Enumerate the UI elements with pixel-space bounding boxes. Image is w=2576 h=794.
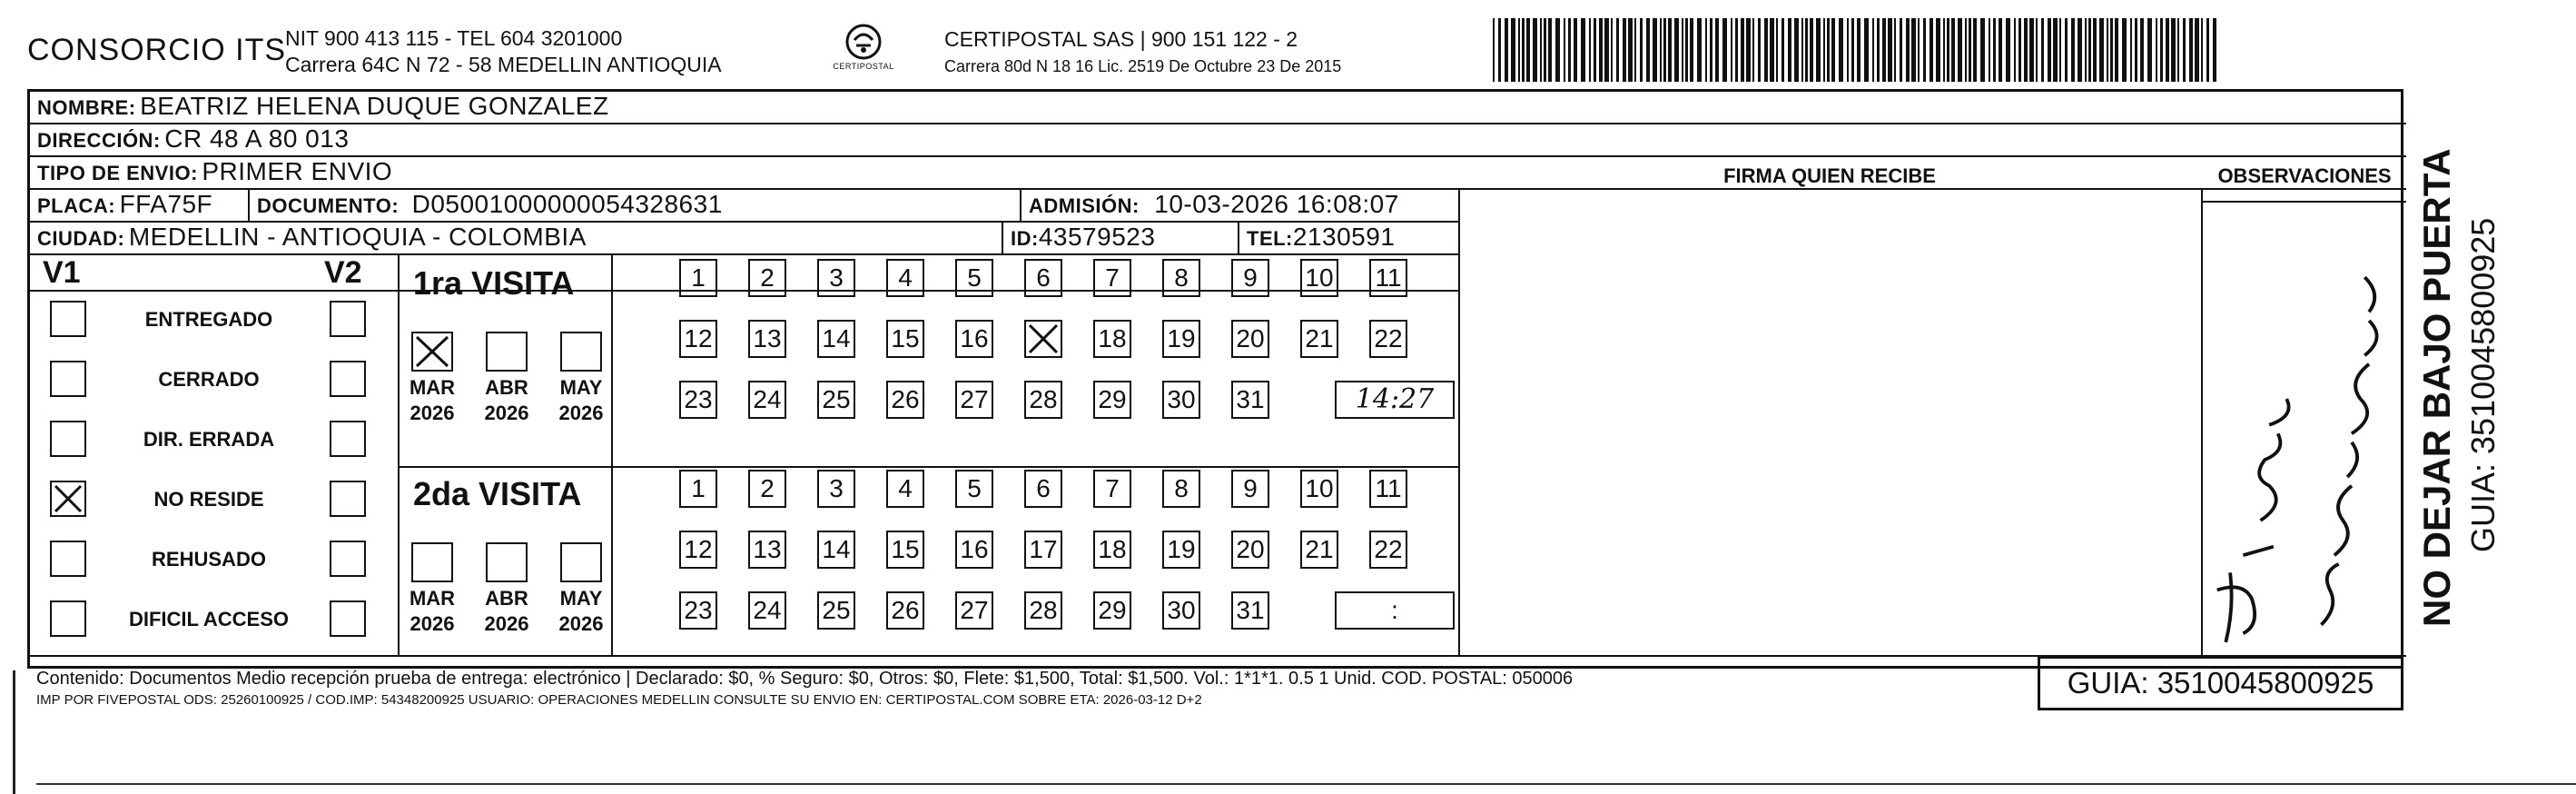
barcode-bar xyxy=(2130,18,2132,82)
barcode-bar xyxy=(1831,18,1835,82)
barcode-bar xyxy=(1847,18,1849,82)
barcode-bar xyxy=(2160,18,2163,82)
ciudad-label: CIUDAD: xyxy=(37,227,125,250)
first-day-box[interactable]: 12 xyxy=(679,320,717,358)
guia-vertical: GUIA: 3510045800925 xyxy=(2464,217,2502,552)
second-day-box[interactable]: 12 xyxy=(679,531,717,569)
first-day-box[interactable]: 7 xyxy=(1093,259,1131,297)
certipostal-logo xyxy=(826,22,901,78)
tipo-envio-value: PRIMER ENVIO xyxy=(202,157,393,185)
first-day-box[interactable]: 30 xyxy=(1162,381,1200,419)
barcode-bar xyxy=(2078,18,2082,82)
barcode-bar xyxy=(1616,18,1619,82)
barcode-bar xyxy=(1770,18,1774,82)
barcode-bar xyxy=(2048,18,2051,82)
first-day-box[interactable]: 1 xyxy=(679,259,717,297)
v2-checkbox[interactable] xyxy=(330,301,366,337)
first-month-checkbox[interactable] xyxy=(486,332,528,372)
documento-field xyxy=(257,190,723,219)
v1-checkbox[interactable] xyxy=(50,541,86,577)
barcode-bar xyxy=(1894,18,1896,82)
v1-label: V1 xyxy=(43,255,81,290)
second-month-checkbox[interactable] xyxy=(486,542,528,582)
barcode-bar xyxy=(1581,18,1585,82)
barcode-bar xyxy=(1877,18,1880,82)
barcode-bar xyxy=(1923,18,1926,82)
id-field xyxy=(1011,223,1155,252)
barcode-bar xyxy=(1958,18,1962,82)
barcode-bar xyxy=(1764,18,1768,82)
second-day-box[interactable]: 23 xyxy=(679,591,717,630)
logo-text: CERTIPOSTAL xyxy=(833,62,894,71)
nombre-label: NOMBRE: xyxy=(37,96,136,119)
second-day-box[interactable]: 11 xyxy=(1369,470,1407,508)
barcode-bar xyxy=(1498,18,1501,82)
barcode-bar xyxy=(2071,18,2075,82)
first-day-box[interactable] xyxy=(1024,320,1062,358)
second-day-box[interactable]: 26 xyxy=(886,591,924,630)
barcode-bar xyxy=(1604,18,1609,82)
barcode-bar xyxy=(1947,18,1949,82)
first-day-box[interactable]: 3 xyxy=(817,259,855,297)
company-info xyxy=(285,25,722,78)
first-month-checkbox[interactable] xyxy=(411,332,453,372)
second-day-box[interactable]: 17 xyxy=(1024,531,1062,569)
barcode-bar xyxy=(1674,18,1679,82)
v1-checkbox[interactable] xyxy=(50,301,86,337)
sheet-edge-bottom xyxy=(36,783,2576,785)
second-month-checkbox[interactable] xyxy=(411,542,453,582)
second-day-box[interactable]: 2 xyxy=(748,470,786,508)
barcode-bar xyxy=(1758,18,1761,82)
barcode-bar xyxy=(1668,18,1672,82)
check-mark-icon xyxy=(413,333,451,370)
ciudad-field xyxy=(37,223,587,252)
barcode-bar xyxy=(2085,18,2087,82)
barcode-bar xyxy=(1653,18,1657,82)
barcode-bar xyxy=(1989,18,1990,82)
carrier-name: CERTIPOSTAL SAS | 900 151 122 - 2 xyxy=(944,27,1298,51)
contenido-line: Contenido: Documentos Medio recepción prueba de entrega: electrónico | Declarado: $0, % Seguro: $0, Otros: $0, Flete: $1,500, Total: $1,500. Vol.: 1*1*1. 0.5 1 Unid. COD. POSTAL: 050006 xyxy=(36,669,1574,689)
barcode-bar xyxy=(2213,18,2216,82)
barcode-bar xyxy=(2140,18,2144,82)
barcode-bar xyxy=(1623,18,1626,82)
barcode-bar xyxy=(2014,18,2016,82)
firma-header: FIRMA QUIEN RECIBE xyxy=(1723,164,1936,187)
first-year-label: 2026 xyxy=(410,402,455,424)
status-label: DIR. ERRADA xyxy=(143,428,275,451)
barcode-bar xyxy=(1993,18,1996,82)
first-day-box[interactable]: 23 xyxy=(679,381,717,419)
first-day-box[interactable]: 27 xyxy=(955,381,993,419)
v2-checkbox[interactable] xyxy=(330,600,366,637)
barcode-bar xyxy=(1816,18,1821,82)
second-day-box[interactable]: 20 xyxy=(1231,531,1269,569)
second-day-box[interactable]: 21 xyxy=(1300,531,1338,569)
barcode-bar xyxy=(1568,18,1571,82)
first-day-box[interactable]: 8 xyxy=(1162,259,1200,297)
second-day-box[interactable]: 15 xyxy=(886,531,924,569)
barcode-bar xyxy=(2115,18,2118,82)
first-day-box[interactable]: 11 xyxy=(1369,259,1407,297)
second-day-box[interactable]: 13 xyxy=(748,531,786,569)
barcode-bar xyxy=(2018,18,2021,82)
placa-value: FFA75F xyxy=(119,190,213,218)
second-day-box[interactable]: 25 xyxy=(817,591,855,630)
imp-line: IMP POR FIVEPOSTAL ODS: 25260100925 / COD.IMP: 54348200925 USUARIO: OPERACIONES MEDELLIN CONSULTE SU ENVIO EN: CERTIPOSTAL.COM SOBRE ETA: 2026-03-12 D+2 xyxy=(36,692,1202,708)
barcode-bar xyxy=(2024,18,2028,82)
second-month-label: MAY xyxy=(559,587,603,610)
barcode-bar xyxy=(1741,18,1744,82)
barcode-bar xyxy=(2006,18,2010,82)
barcode-bar xyxy=(1589,18,1591,82)
check-mark-icon xyxy=(1026,322,1061,356)
second-visit-title: 2da VISITA xyxy=(413,475,582,512)
logo-emblem-icon xyxy=(844,22,883,62)
direccion-label: DIRECCIÓN: xyxy=(37,129,161,152)
check-mark-icon xyxy=(52,482,84,515)
second-day-box[interactable]: 29 xyxy=(1093,591,1131,630)
second-day-box[interactable]: 14 xyxy=(817,531,855,569)
barcode-bar xyxy=(1965,18,1967,82)
v2-checkbox[interactable] xyxy=(330,361,366,397)
barcode-bar xyxy=(1526,18,1530,82)
barcode-bar xyxy=(2166,18,2169,82)
barcode-bar xyxy=(1864,18,1869,82)
second-month-checkbox[interactable] xyxy=(560,542,602,582)
v1-checkbox[interactable] xyxy=(50,361,86,397)
first-day-box[interactable]: 5 xyxy=(955,259,993,297)
first-day-box[interactable]: 24 xyxy=(748,381,786,419)
second-day-box[interactable]: 19 xyxy=(1162,531,1200,569)
barcode-bar xyxy=(1697,18,1702,82)
guia-box: GUIA: 3510045800925 xyxy=(2038,656,2403,710)
company-nit: NIT 900 413 115 - TEL 604 3201000 xyxy=(285,26,623,50)
first-day-box[interactable]: 31 xyxy=(1231,381,1269,419)
barcode-bar xyxy=(1857,18,1860,82)
barcode-bar xyxy=(1823,18,1825,82)
barcode-bar xyxy=(1776,18,1778,82)
barcode-bar xyxy=(1540,18,1542,82)
first-day-box[interactable]: 6 xyxy=(1024,259,1062,297)
barcode-bar xyxy=(2195,18,2199,82)
second-year-label: 2026 xyxy=(558,612,604,635)
barcode-bar xyxy=(1999,18,2002,82)
sheet-edge xyxy=(13,670,15,794)
barcode-bar xyxy=(1690,18,1693,82)
first-day-box[interactable]: 25 xyxy=(817,381,855,419)
barcode-bar xyxy=(1930,18,1933,82)
admision-field xyxy=(1029,190,1399,219)
barcode-bar xyxy=(2088,18,2091,82)
company-address: Carrera 64C N 72 - 58 MEDELLIN ANTIOQUIA xyxy=(285,53,722,76)
barcode-bar xyxy=(2147,18,2152,82)
barcode-bar xyxy=(2206,18,2209,82)
barcode-bar xyxy=(1705,18,1707,82)
second-month-label: ABR xyxy=(485,587,528,610)
second-day-box[interactable]: 6 xyxy=(1024,470,1062,508)
first-month-label: ABR xyxy=(485,376,528,399)
second-year-label: 2026 xyxy=(410,612,455,635)
tel-value: 2130591 xyxy=(1292,223,1396,251)
status-label: CERRADO xyxy=(158,368,260,391)
barcode-bar xyxy=(1900,18,1902,82)
documento-label: DOCUMENTO: xyxy=(257,194,400,217)
second-time-box[interactable]: : xyxy=(1335,591,1455,630)
barcode-bar xyxy=(1660,18,1662,82)
barcode-bar xyxy=(1663,18,1666,82)
barcode-bar xyxy=(1594,18,1596,82)
status-label: NO RESIDE xyxy=(153,488,264,511)
barcode xyxy=(1493,18,2224,82)
barcode-bar xyxy=(1731,18,1732,82)
barcode-bar xyxy=(1746,18,1751,82)
barcode-bar xyxy=(2107,18,2108,82)
first-time-box[interactable]: 14:27 xyxy=(1335,381,1455,419)
barcode-bar xyxy=(2029,18,2034,82)
barcode-bar xyxy=(1872,18,1874,82)
first-day-box[interactable]: 29 xyxy=(1093,381,1131,419)
barcode-bar xyxy=(1628,18,1633,82)
v2-checkbox[interactable] xyxy=(330,541,366,577)
delivery-form xyxy=(27,89,2403,669)
barcode-bar xyxy=(1882,18,1886,82)
barcode-bar xyxy=(2135,18,2137,82)
no-dejar-bajo-puerta: NO DEJAR BAJO PUERTA xyxy=(2415,148,2458,627)
barcode-bar xyxy=(1936,18,1940,82)
v1-checkbox[interactable] xyxy=(50,421,86,457)
barcode-bar xyxy=(1715,18,1719,82)
first-month-checkbox[interactable] xyxy=(560,332,602,372)
tipo-envio-label: TIPO DE ENVIO: xyxy=(37,162,198,184)
barcode-bar xyxy=(1951,18,1955,82)
admision-label: ADMISIÓN: xyxy=(1029,194,1140,217)
tel-label: TEL: xyxy=(1247,227,1293,250)
barcode-bar xyxy=(1788,18,1791,82)
v1-checkbox[interactable] xyxy=(50,600,86,637)
second-day-box[interactable]: 18 xyxy=(1093,531,1131,569)
first-day-box[interactable]: 20 xyxy=(1231,320,1269,358)
barcode-bar xyxy=(1969,18,1971,82)
second-day-box[interactable]: 4 xyxy=(886,470,924,508)
handwritten-signature xyxy=(2191,228,2391,691)
barcode-bar xyxy=(2156,18,2157,82)
first-day-box[interactable]: 9 xyxy=(1231,259,1269,297)
ciudad-value: MEDELLIN - ANTIOQUIA - COLOMBIA xyxy=(128,223,587,251)
first-day-box[interactable]: 18 xyxy=(1093,320,1131,358)
second-day-box[interactable]: 28 xyxy=(1024,591,1062,630)
barcode-bar xyxy=(1918,18,1920,82)
barcode-bar xyxy=(1493,18,1495,82)
barcode-bar xyxy=(1752,18,1754,82)
barcode-bar xyxy=(1911,18,1916,82)
first-visit-title: 1ra VISITA xyxy=(413,264,575,302)
barcode-bar xyxy=(2036,18,2038,82)
barcode-bar xyxy=(1682,18,1683,82)
barcode-bar xyxy=(2110,18,2113,82)
barcode-bar xyxy=(2099,18,2104,82)
second-year-label: 2026 xyxy=(484,612,529,635)
barcode-bar xyxy=(1564,18,1565,82)
first-month-label: MAY xyxy=(559,376,603,399)
direccion-row xyxy=(37,124,349,154)
nombre-value: BEATRIZ HELENA DUQUE GONZALEZ xyxy=(140,92,609,120)
barcode-bar xyxy=(1555,18,1560,82)
barcode-bar xyxy=(1888,18,1892,82)
second-day-box[interactable]: 9 xyxy=(1231,470,1269,508)
tel-field xyxy=(1247,223,1395,252)
first-day-box[interactable]: 13 xyxy=(748,320,786,358)
second-day-box[interactable]: 16 xyxy=(955,531,993,569)
barcode-bar xyxy=(1794,18,1799,82)
second-day-box[interactable]: 31 xyxy=(1231,591,1269,630)
barcode-bar xyxy=(1851,18,1854,82)
first-day-box[interactable]: 2 xyxy=(748,259,786,297)
status-label: REHUSADO xyxy=(152,548,266,571)
barcode-bar xyxy=(1839,18,1843,82)
nombre-row xyxy=(37,92,609,121)
second-day-box[interactable]: 30 xyxy=(1162,591,1200,630)
admision-value: 10-03-2026 16:08:07 xyxy=(1154,190,1399,218)
first-month-label: MAR xyxy=(409,376,456,399)
barcode-bar xyxy=(2183,18,2186,82)
first-day-box[interactable]: 21 xyxy=(1300,320,1338,358)
second-day-box[interactable]: 1 xyxy=(679,470,717,508)
carrier-info xyxy=(944,25,1341,80)
barcode-bar xyxy=(1518,18,1520,82)
status-label: DIFICIL ACCESO xyxy=(128,608,289,630)
second-day-box[interactable]: 27 xyxy=(955,591,993,630)
barcode-bar xyxy=(1810,18,1813,82)
carrier-address: Carrera 80d N 18 16 Lic. 2519 De Octubre 23 De 2015 xyxy=(944,57,1342,75)
second-day-box[interactable]: 22 xyxy=(1369,531,1407,569)
v2-label: V2 xyxy=(324,255,362,290)
first-day-box[interactable]: 26 xyxy=(886,381,924,419)
second-day-box[interactable]: 5 xyxy=(955,470,993,508)
barcode-bar xyxy=(1533,18,1537,82)
barcode-bar xyxy=(1722,18,1727,82)
barcode-bar xyxy=(1973,18,1977,82)
status-label: ENTREGADO xyxy=(144,308,273,331)
barcode-bar xyxy=(2122,18,2127,82)
barcode-bar xyxy=(2189,18,2193,82)
barcode-bar xyxy=(1646,18,1650,82)
barcode-bar xyxy=(1710,18,1712,82)
barcode-bar xyxy=(1801,18,1803,82)
second-day-box[interactable]: 8 xyxy=(1162,470,1200,508)
first-day-box[interactable]: 14 xyxy=(817,320,855,358)
barcode-bar xyxy=(1599,18,1603,82)
barcode-bar xyxy=(2171,18,2176,82)
tipo-envio-row xyxy=(37,157,392,186)
barcode-bar xyxy=(1574,18,1577,82)
barcode-bar xyxy=(1548,18,1552,82)
barcode-bar xyxy=(1544,18,1546,82)
direccion-value: CR 48 A 80 013 xyxy=(164,124,350,153)
barcode-bar xyxy=(1827,18,1830,82)
barcode-bar xyxy=(1735,18,1738,82)
v1-checkbox[interactable] xyxy=(50,481,86,517)
barcode-bar xyxy=(2065,18,2068,82)
first-day-box[interactable]: 28 xyxy=(1024,381,1062,419)
placa-field xyxy=(37,190,212,219)
barcode-bar xyxy=(1805,18,1808,82)
barcode-bar xyxy=(2041,18,2044,82)
barcode-bar xyxy=(1634,18,1636,82)
first-year-label: 2026 xyxy=(484,402,529,424)
barcode-bar xyxy=(1511,18,1515,82)
barcode-bar xyxy=(2177,18,2179,82)
header xyxy=(0,0,2576,89)
documento-value: D05001000000054328631 xyxy=(411,190,723,218)
barcode-bar xyxy=(1611,18,1613,82)
second-day-box[interactable]: 24 xyxy=(748,591,786,630)
company-name: CONSORCIO ITS xyxy=(27,33,287,67)
barcode-bar xyxy=(2093,18,2097,82)
barcode-bar xyxy=(1943,18,1945,82)
barcode-bar xyxy=(2201,18,2203,82)
observaciones-header: OBSERVACIONES xyxy=(2217,164,2392,187)
barcode-bar xyxy=(1505,18,1508,82)
barcode-bar xyxy=(1906,18,1910,82)
barcode-bar xyxy=(1685,18,1688,82)
second-day-box[interactable]: 3 xyxy=(817,470,855,508)
second-day-box[interactable]: 10 xyxy=(1300,470,1338,508)
barcode-bar xyxy=(2053,18,2058,82)
second-day-box[interactable]: 7 xyxy=(1093,470,1131,508)
first-day-box[interactable]: 15 xyxy=(886,320,924,358)
first-day-box[interactable]: 19 xyxy=(1162,320,1200,358)
barcode-bar xyxy=(1640,18,1643,82)
second-month-label: MAR xyxy=(409,587,456,610)
id-value: 43579523 xyxy=(1038,223,1156,251)
first-day-box[interactable]: 10 xyxy=(1300,259,1338,297)
barcode-bar xyxy=(2059,18,2061,82)
first-day-box[interactable]: 22 xyxy=(1369,320,1407,358)
first-year-label: 2026 xyxy=(558,402,604,424)
barcode-bar xyxy=(1980,18,1985,82)
barcode-bar xyxy=(1781,18,1784,82)
id-label: ID: xyxy=(1011,227,1039,250)
first-day-box[interactable]: 4 xyxy=(886,259,924,297)
first-day-box[interactable]: 16 xyxy=(955,320,993,358)
v2-checkbox[interactable] xyxy=(330,481,366,517)
barcode-bar xyxy=(1522,18,1525,82)
v2-checkbox[interactable] xyxy=(330,421,366,457)
placa-label: PLACA: xyxy=(37,194,116,217)
